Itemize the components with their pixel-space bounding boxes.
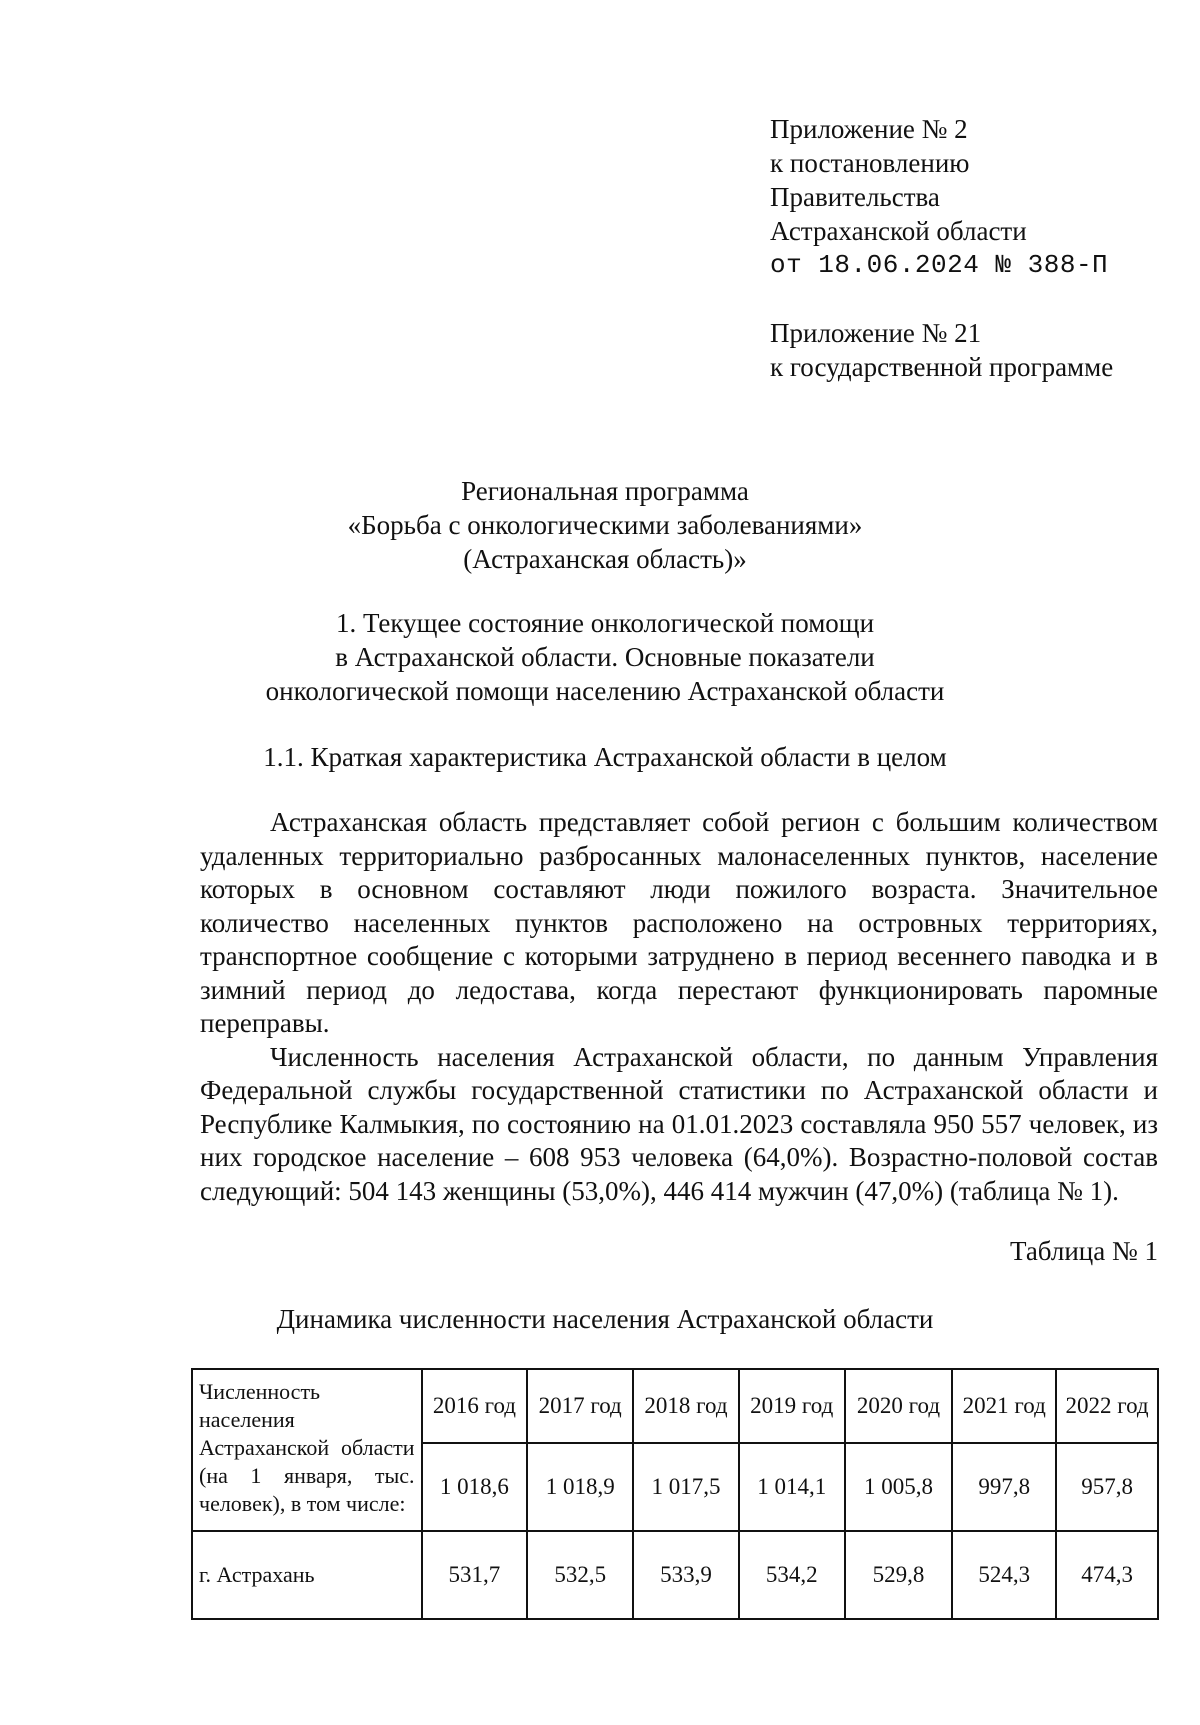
appendix-to-resolution: к постановлению	[770, 148, 970, 178]
city-2017: 532,5	[527, 1531, 633, 1619]
document-title	[180, 474, 1030, 576]
total-2016: 1 018,6	[422, 1443, 528, 1531]
total-2018: 1 017,5	[633, 1443, 739, 1531]
appendix-header	[770, 112, 1160, 282]
city-2021: 524,3	[952, 1531, 1056, 1619]
title-line-1: Региональная программа	[461, 476, 749, 506]
year-header-2020: 2020 год	[845, 1369, 953, 1443]
total-2022: 957,8	[1056, 1443, 1158, 1531]
section-line-2: в Астраханской области. Основные показатели	[335, 642, 875, 672]
table-title: Динамика численности населения Астраханской области	[276, 1304, 934, 1334]
city-2020: 529,8	[845, 1531, 953, 1619]
total-2020: 1 005,8	[845, 1443, 953, 1531]
population-table	[191, 1368, 1159, 1620]
city-2018: 533,9	[633, 1531, 739, 1619]
program-appendix-header	[770, 316, 1160, 384]
body-text	[200, 806, 1158, 1208]
appendix-government: Правительства	[770, 182, 940, 212]
year-header-2017: 2017 год	[527, 1369, 633, 1443]
table-row-astrakhan-city	[192, 1531, 1158, 1619]
year-header-2021: 2021 год	[952, 1369, 1056, 1443]
section-line-3: онкологической помощи населению Астраханской области	[265, 676, 945, 706]
appendix-region: Астраханской области	[770, 216, 1027, 246]
subsection-heading: 1.1. Краткая характеристика Астраханской области в целом	[263, 742, 947, 772]
table-header-row	[192, 1369, 1158, 1443]
year-header-2018: 2018 год	[633, 1369, 739, 1443]
section-heading	[180, 606, 1030, 708]
appendix-number: Приложение № 2	[770, 114, 968, 144]
program-appendix-to-program: к государственной программе	[770, 352, 1114, 382]
table-number: Таблица № 1	[1010, 1236, 1158, 1266]
city-2019: 534,2	[739, 1531, 845, 1619]
row-label-astrakhan: г. Астрахань	[192, 1531, 422, 1619]
total-2019: 1 014,1	[739, 1443, 845, 1531]
section-line-1: 1. Текущее состояние онкологической помощи	[335, 608, 875, 638]
title-line-3: (Астраханская область)»	[463, 544, 747, 574]
program-appendix-number: Приложение № 21	[770, 318, 982, 348]
city-2016: 531,7	[422, 1531, 528, 1619]
total-2021: 997,8	[952, 1443, 1056, 1531]
year-header-2019: 2019 год	[739, 1369, 845, 1443]
row-label-population: Численность населения Астраханской области (на 1 января, тыс. человек), в том числе:	[192, 1369, 422, 1531]
paragraph-region-description: Астраханская область представляет собой регион с большим количеством удаленных территориально разбросанных малонаселенных пунктов, население которых в основном составляют люди пожилого возраста. Значительное количество населенных пунктов расположено на островных территориях, транспортное сообщение с которыми затруднено в период весеннего паводка и в зимний период до ледостава, когда перестают функционировать паромные переправы.	[200, 807, 1158, 1038]
resolution-date-number: от 18.06.2024 № 388-П	[770, 250, 1109, 280]
year-header-2022: 2022 год	[1056, 1369, 1158, 1443]
city-2022: 474,3	[1056, 1531, 1158, 1619]
title-line-2: «Борьба с онкологическими заболеваниями»	[347, 510, 863, 540]
total-2017: 1 018,9	[527, 1443, 633, 1531]
year-header-2016: 2016 год	[422, 1369, 528, 1443]
paragraph-population: Численность населения Астраханской области, по данным Управления Федеральной службы государственной статистики по Астраханской области и Республике Калмыкия, по состоянию на 01.01.2023 составляла 950 557 человек, из них городское население – 608 953 человека (64,0%). Возрастно-половой состав следующий: 504 143 женщины (53,0%), 446 414 мужчин (47,0%) (таблица № 1).	[200, 1041, 1158, 1206]
